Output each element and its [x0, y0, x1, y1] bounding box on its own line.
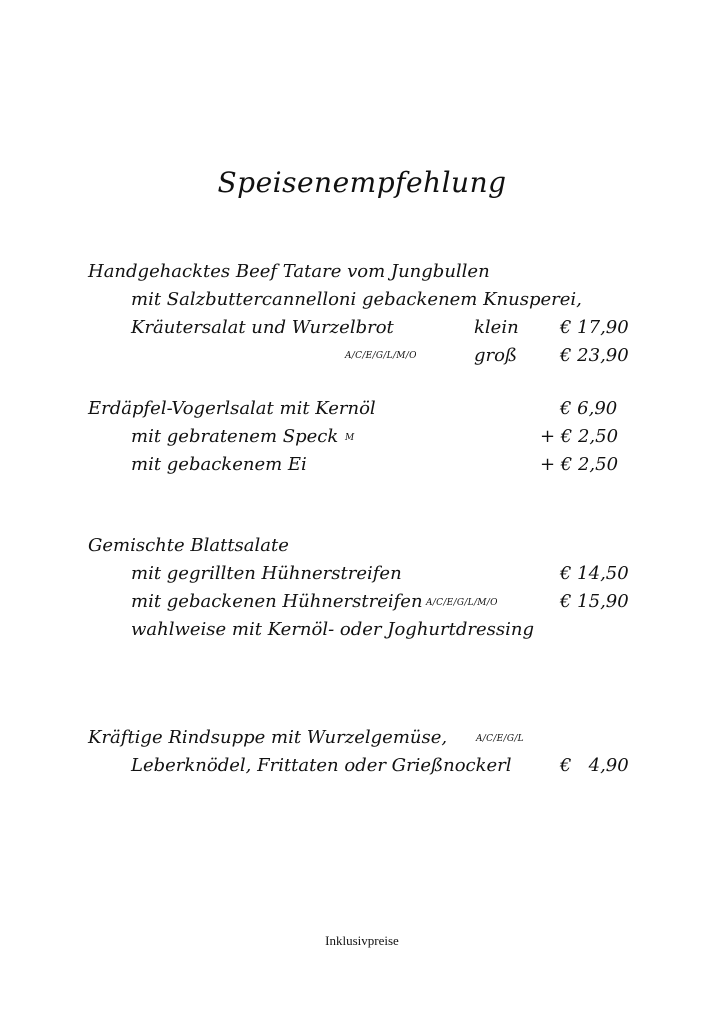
erdaepfel-opt2-price: + € 2,50 [540, 454, 619, 475]
rindsuppe-allergens: A/C/E/G/L [476, 734, 524, 744]
footer-note: Inklusivpreise [325, 933, 399, 948]
erdaepfel-opt1-price: + € 2,50 [540, 426, 619, 447]
tatare-price-large: € 23,90 [560, 345, 629, 366]
blattsalate-name: Gemischte Blattsalate [88, 535, 289, 556]
erdaepfel-name: Erdäpfel-Vogerlsalat mit Kernöl [88, 398, 376, 419]
blattsalate-opt2-allergens: A/C/E/G/L/M/O [426, 598, 498, 608]
tatare-size-small: klein [474, 317, 519, 338]
tatare-name: Handgehacktes Beef Tatare vom Jungbullen [88, 261, 490, 282]
erdaepfel-price: € 6,90 [560, 398, 618, 419]
erdaepfel-opt1-allergen: M [345, 433, 355, 443]
blattsalate-opt2-price: € 15,90 [560, 591, 629, 612]
erdaepfel-opt2: mit gebackenem Ei [131, 454, 307, 475]
rindsuppe-desc: Leberknödel, Frittaten oder Grießnockerl [131, 755, 512, 776]
tatare-price-small: € 17,90 [560, 317, 629, 338]
blattsalate-dressing: wahlweise mit Kernöl- oder Joghurtdressing [131, 619, 534, 640]
tatare-allergens: A/C/E/G/L/M/O [345, 351, 417, 361]
blattsalate-opt2: mit gebackenen Hühnerstreifen [131, 591, 423, 612]
rindsuppe-name: Kräftige Rindsuppe mit Wurzelgemüse, [88, 727, 448, 748]
menu-title: Speisenempfehlung [217, 166, 507, 199]
rindsuppe-price: € 4,90 [560, 755, 629, 776]
blattsalate-opt1-price: € 14,50 [560, 563, 629, 584]
tatare-desc-2: Kräutersalat und Wurzelbrot [131, 317, 394, 338]
tatare-desc-1: mit Salzbuttercannelloni gebackenem Knusperei, [131, 289, 582, 310]
tatare-size-large: groß [474, 345, 517, 366]
blattsalate-opt1: mit gegrillten Hühnerstreifen [131, 563, 402, 584]
erdaepfel-opt1: mit gebratenem Speck [131, 426, 339, 447]
